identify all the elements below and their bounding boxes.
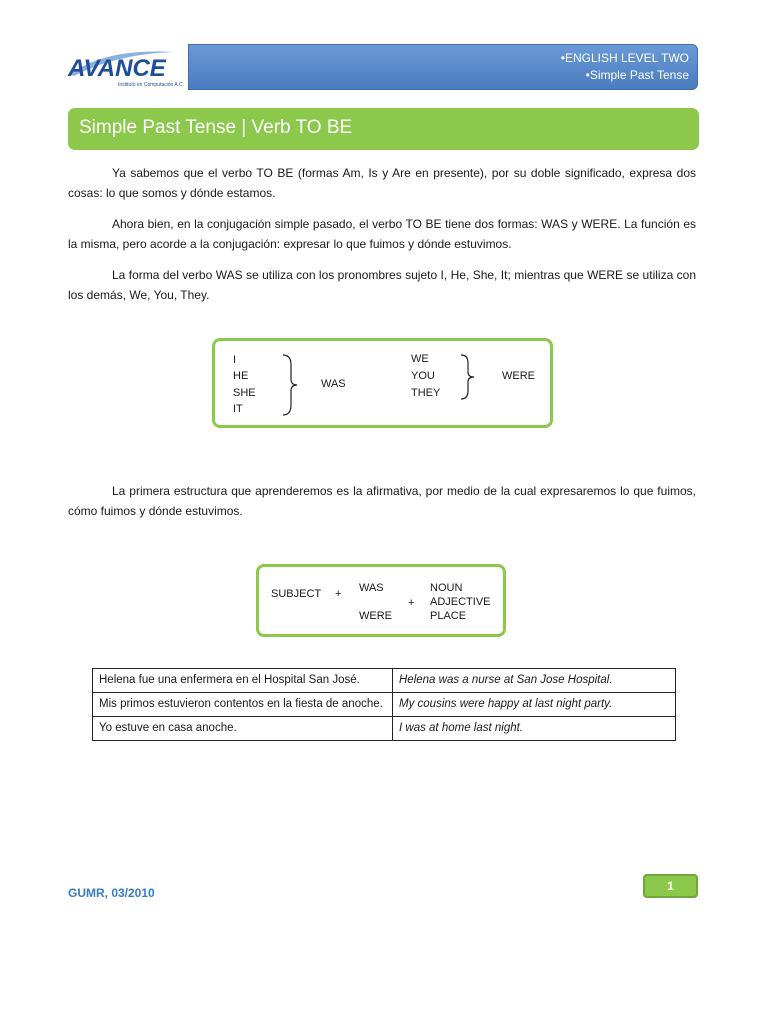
footer-author-date: GUMR, 03/2010 [68,886,155,900]
logo-text: AVANCE [68,55,166,82]
logo-subtitle: Instituto en Computación A.C. [118,82,185,88]
structure-were: WERE [359,610,392,622]
header-line-level: •ENGLISH LEVEL TWO [560,51,689,65]
pronoun-diagram [212,338,553,428]
affirmative-structure [256,564,506,637]
header-line-topic: •Simple Past Tense [585,68,689,82]
pronoun-you: YOU [411,370,435,382]
structure-noun: NOUN [430,582,463,594]
structure-subject: SUBJECT [271,588,322,600]
pronoun-he: HE [233,370,249,382]
avance-logo [66,44,186,94]
example-english: I was at home last night. [393,717,676,741]
header-band [188,44,698,90]
paragraph-2: Ahora bien, en la conjugación simple pasado, el verbo TO BE tiene dos formas: WAS y WERE. La función es la misma, pero acorde a la conjugación: expresar lo que fuimos y dónde estuvimos. [68,217,696,251]
brace-icon [459,353,477,401]
page-number: 1 [643,874,698,898]
example-english: My cousins were happy at last night party. [393,693,676,717]
example-english: Helena was a nurse at San Jose Hospital. [393,669,676,693]
pronoun-we: WE [411,353,429,365]
example-spanish: Yo estuve en casa anoche. [93,717,393,741]
pronoun-she: SHE [233,387,256,399]
brace-icon [281,353,299,417]
table-row [93,693,676,717]
example-spanish: Mis primos estuvieron contentos en la fiesta de anoche. [93,693,393,717]
structure-was: WAS [359,582,384,594]
structure-plus-1: + [335,588,342,600]
paragraph-1: Ya sabemos que el verbo TO BE (formas Am, Is y Are en presente), por su doble significado, expresa dos cosas: lo que somos y dónde estamos. [68,166,696,200]
pronoun-it: IT [233,403,243,415]
examples-table [92,668,676,741]
pronoun-they: THEY [411,387,441,399]
paragraph-3: La forma del verbo WAS se utiliza con los pronombres sujeto I, He, She, It; mientras que WERE se utiliza con los demás, We, You, They. [68,268,696,302]
example-spanish: Helena fue una enfermera en el Hospital San José. [93,669,393,693]
table-row [93,717,676,741]
table-row [93,669,676,693]
verb-were: WERE [502,370,535,382]
structure-place: PLACE [430,610,467,622]
page-title: Simple Past Tense | Verb TO BE [68,108,699,150]
structure-adjective: ADJECTIVE [430,596,491,608]
verb-was: WAS [321,378,346,390]
paragraph-4: La primera estructura que aprenderemos es la afirmativa, por medio de la cual expresaremos lo que fuimos, cómo fuimos y dónde estuvimos. [68,484,696,518]
pronoun-i: I [233,354,237,366]
structure-plus-2: + [408,597,415,609]
